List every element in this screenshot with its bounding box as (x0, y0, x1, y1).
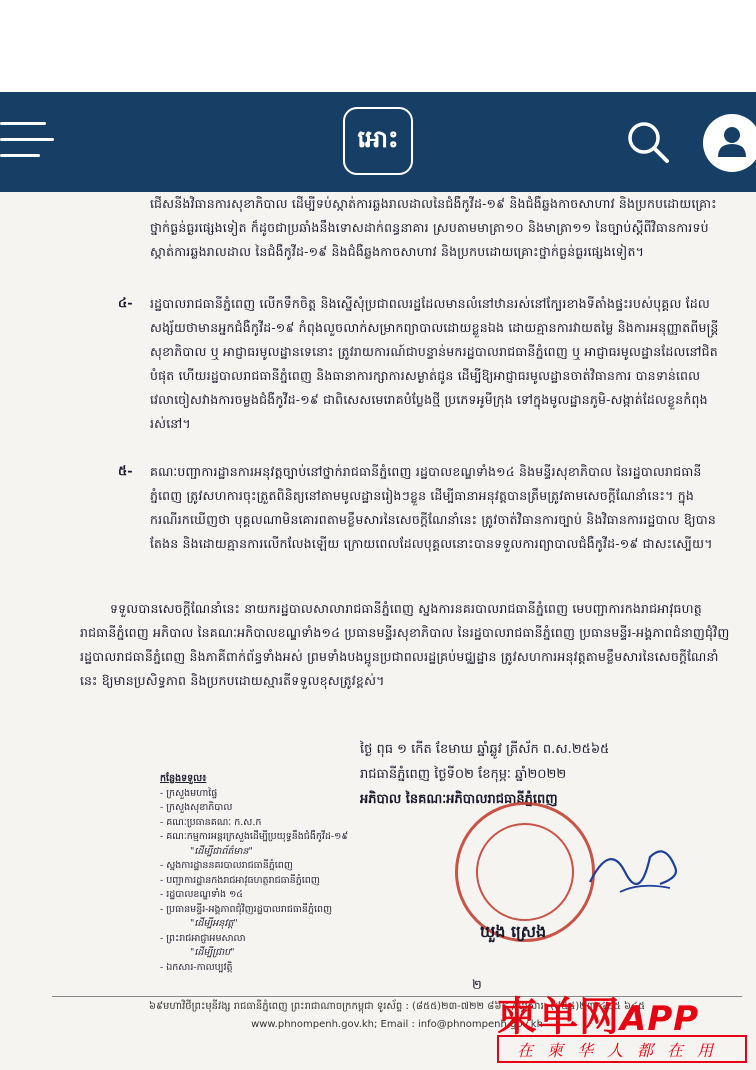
signature-block (360, 737, 730, 812)
recipient-item: - ស្នងការដ្ឋាននគរបាលរាជធានីភ្នំពេញ (160, 860, 293, 871)
search-icon[interactable] (626, 120, 670, 164)
recipients-heading: កន្លែងទទួល៖ (160, 773, 207, 784)
user-silhouette-icon (703, 114, 756, 172)
item-4-text: រដ្ឋបាលរាជធានីភ្នំពេញ លើកទឹកចិត្ត និងស្នើសុំប្រជាពលរដ្ឋដែលមានលំនៅឋានរស់នៅក្បែរខាងទីតាំងផ្ទះរបស់បុគ្គល ដែលសង្ស័យថាមានអ្នកជំងឺកូវីដ-១៩ កំពុងលួចលាក់សម្រាកព្យាបាលដោយខ្លួនឯង ដោយគ្មានការវាយតម្លៃ និងការអនុញ្ញាតពីមន្ត្រីសុខាភិបាល ឬ អាជ្ញាធរមូលដ្ឋានទេនោះ ត្រូវរាយការណ៍ជាបន្ទាន់មករដ្ឋបាលរាជធានីភ្នំពេញ ឬ អាជ្ញាធរមូលដ្ឋានដែលនៅជិតបំផុត ហើយរដ្ឋបាលរាជធានីភ្នំពេញ និងធានាការក្សាការសម្ងាត់ជូន ដើម្បីឱ្យអាជ្ញាធរមូលដ្ឋានចាត់វិធានការ បានទាន់ពេលវេលាចៀសវាងការចម្លងជំងឺកូវីដ-១៩ ជាពិសេសមេរោគបំប្លែងថ្មី ប្រភេទអូមីក្រុង ទៅក្នុងមូលដ្ឋានភូមិ-សង្កាត់ដែលខ្លួនកំពុងរស់នៅ។ (150, 296, 719, 431)
watermark-slogan: 在柬华人都在用 (497, 1035, 747, 1063)
signer-title: អភិបាល នៃគណៈអភិបាលរាជធានីភ្នំពេញ (360, 792, 558, 807)
recipient-item: - រដ្ឋបាលខណ្ឌទាំង ១៤ (160, 889, 244, 900)
menu-line (0, 122, 46, 125)
menu-line (0, 154, 40, 157)
watermark-brand (497, 985, 749, 1040)
watermark-app-text: APP (620, 999, 700, 1039)
document-viewer[interactable] (0, 192, 756, 1070)
recipient-note: "ដើម្បីជាព័ត៌មាន" (190, 845, 253, 857)
closing-paragraph: ទទួលបានសេចក្តីណែនាំនេះ នាយករដ្ឋបាលសាលារាជធានីភ្នំពេញ ស្នងការនគរបាលរាជធានីភ្នំពេញ មេបញ្ជាការកងរាជអាវុធហត្ថរាជធានីភ្នំពេញ អភិបាល នៃគណៈអភិបាលខណ្ឌទាំង១៤ ប្រធានមន្ទីរសុខាភិបាល នៃរដ្ឋបាលរាជធានីភ្នំពេញ ប្រធានមន្ទីរ-អង្គភាពជំនាញជុំវិញរដ្ឋបាលរាជធានីភ្នំពេញ និងភាគីពាក់ព័ន្ធទាំងអស់ ព្រមទាំងបងប្អូនប្រជាពលរដ្ឋគ្រប់មជ្ឈដ្ឋាន ត្រូវសហការអនុវត្តតាមខ្លឹមសារនៃសេចក្តីណែនាំនេះ ឱ្យមានប្រសិទ្ធភាព និងប្រកបដោយស្មារតីទទួលខុសត្រូវខ្ពស់។ (80, 601, 730, 688)
item-number-5: ៥- (118, 464, 133, 479)
recipient-item: - គណៈប្រធានគណៈ ក.ស.ក (160, 816, 262, 828)
menu-line (0, 138, 54, 141)
handwritten-signature (580, 822, 700, 902)
app-header (0, 92, 756, 192)
status-bar-area (0, 0, 756, 92)
recipient-item: - ក្រសួងមហាផ្ទៃ (160, 787, 218, 799)
recipient-item: - គណៈកម្មការអន្តរក្រសួងដើម្បីប្រយុទ្ធនឹងជំងឺកូវីដ-១៩ (160, 831, 349, 842)
paragraph-continued: ជើសនីងវិធានការសុខាភិបាល ដើម្បីទប់ស្កាត់ការឆ្លងរាលដាលនៃជំងឺកូវីដ-១៩ និងជំងឺឆ្លងកាចសាហាវ និងប្រកបដោយគ្រោះថ្នាក់ធ្ងន់ធ្ងរផ្សេងទៀត ក៏ដូចជាប្រឆាំងនឹងទោសដាក់ពន្ធនាគារ ស្របតាមមាត្រា១០ និងមាត្រា១១ នៃច្បាប់ស្តីពីវិធានការទប់ស្កាត់ការឆ្លងរាលដាល នៃជំងឺកូវីដ-១៩ និងជំងឺឆ្លងកាចសាហាវ និងប្រកបដោយគ្រោះថ្នាក់ធ្ងន់ធ្ងរផ្សេងទៀត។ (150, 196, 717, 259)
footer-address: ៦៩មហាវិថីព្រះមុនីវង្ស រាជធានីភ្នំពេញ ព្រះរាជាណាចក្រកម្ពុជា ទូរស័ព្ទ : (៨៥៥)២៣-៧២២ ៨៦៩ / ទូរសារ: (៨៥៥)២៣-៤២៥ ៦៤៥ (148, 1001, 646, 1012)
recipient-note: "ដើម្បីអនុវត្ត" (190, 918, 238, 929)
item-number-4: ៤- (118, 296, 133, 311)
footer-contact: www.phnompenh.gov.kh; Email : info@phnompenh.gov.kh (251, 1019, 543, 1030)
recipient-item: - ក្រសួងសុខាភិបាល (160, 802, 233, 813)
recipient-item: - ប្រធានមន្ទីរ-អង្គភាពជុំវិញរដ្ឋបាលរាជធានីភ្នំពេញ (160, 903, 333, 915)
recipient-item: - ព្រះរាជអាជ្ញាអមសាលា (160, 932, 246, 944)
hamburger-icon[interactable] (0, 122, 56, 162)
signer-name: ឃួង ស្រេង (480, 922, 547, 941)
seal-inner-ring (476, 823, 574, 921)
recipient-note: "ដើម្បីជ្រាប" (190, 947, 235, 958)
recipient-item: - ឯកសារ-កាលប្បវត្តិ (160, 961, 233, 973)
logo-text: អោះ (357, 124, 399, 153)
scanned-document (80, 192, 730, 1070)
date-solar: រាជធានីភ្នំពេញ ថ្ងៃទី០២ ខែកុម្ភៈ ឆ្នាំ២០២២ (360, 767, 567, 782)
date-lunar: ថ្ងៃ ពុធ ១ កើត ខែមាឃ ឆ្នាំឆ្លូវ ត្រីស័ក ព.ស.២៥៦៥ (360, 742, 610, 757)
watermark-logo (497, 985, 749, 1067)
item-5-text: គណៈបញ្ជាការដ្ឋានការអនុវត្តច្បាប់នៅថ្នាក់រាជធានីភ្នំពេញ រដ្ឋបាលខណ្ឌទាំង១៤ និងមន្ទីរសុខាភិបាល នៃរដ្ឋបាលរាជធានីភ្នំពេញ ត្រូវសហការចុះត្រួតពិនិត្យនៅតាមមូលដ្ឋានរៀងៗខ្លួន ដើម្បីធានាអនុវត្តបានត្រឹមត្រូវតាមសេចក្តីណែនាំនេះ។ ក្នុងករណីរកឃើញថា បុគ្គលណាមិនគោរពតាមខ្លឹមសារនៃសេចក្តីណែនាំនេះ ត្រូវចាត់វិធានការច្បាប់ និងវិធានការរដ្ឋបាល ឱ្យបានតែងន និងដោយគ្មានការលើកលែងឡើយ ក្រោយពេលដែលបុគ្គលនោះបានទទួលការព្យាបាលជំងឺកូវីដ-១៩ ជាសះស្បើយ។ (150, 464, 717, 551)
recipient-item: - បញ្ជាការដ្ឋានកងរាជអាវុធហត្ថរាជធានីភ្នំពេញ (160, 874, 320, 886)
watermark-brand-text: 柬单网 (497, 994, 620, 1040)
user-icon[interactable] (703, 114, 756, 172)
app-logo[interactable] (343, 107, 413, 175)
page-number: ២ (472, 978, 482, 993)
